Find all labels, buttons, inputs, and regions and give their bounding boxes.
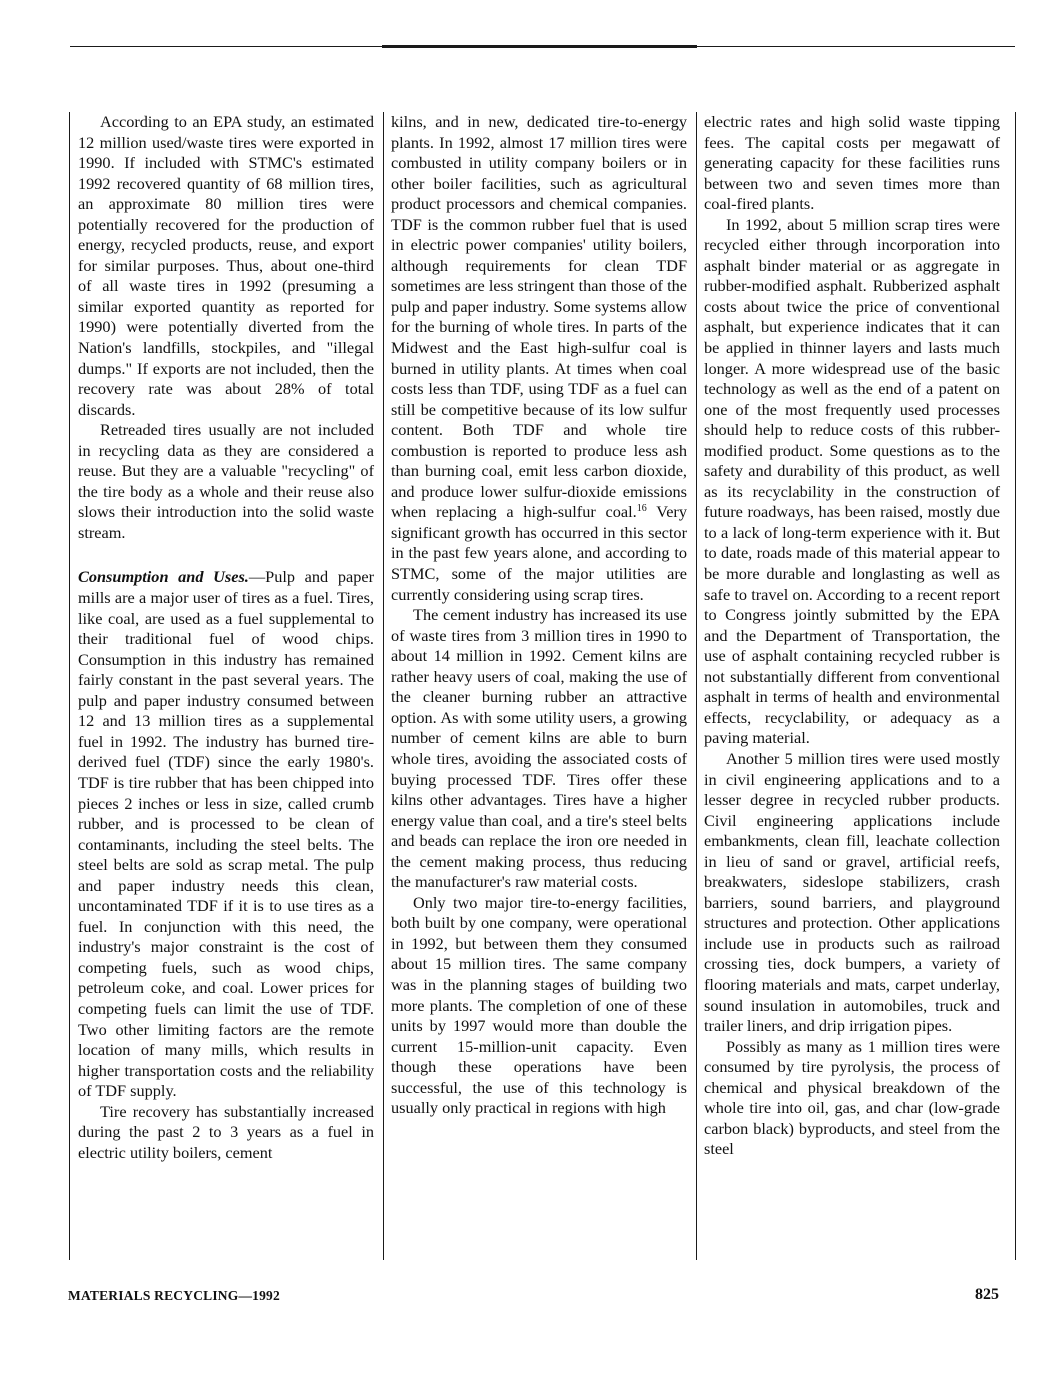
paragraph: The cement industry has increased its use of waste tires from 3 million tires in 1990 to about 14 million in 1992. Cement kilns are rather heavy users of coal, making the use of the cleaner burning rubber an attractive option. As with some utility users, a growing number of cement kilns are able to burn whole tires, avoiding the associated costs of buying processed TDF. Tires offer these kilns other advantages. Tires have a higher energy value than coal, and a tire's steel belts and beads can replace the iron ore needed in the cement making process, thus reducing the manufacturer's raw material costs. (391, 605, 687, 892)
paragraph: Possibly as many as 1 million tires were consumed by tire pyrolysis, the process of chemical and physical breakdown of the whole tire into oil, gas, and char (low-grade carbon black) byproducts, and steel from the steel (704, 1036, 1000, 1159)
paragraph: Only two major tire-to-energy facilities, both built by one company, were operational in 1992, but between them they consumed about 15 million tires. The same company was in the planning stages of building two more plants. The completion of one of these units by 1997 would more than double the current 15-million-unit capacity. Even though these operations have been successful, the use of this technology is usually only practical in regions with high (391, 892, 687, 1118)
top-rule-accent (382, 45, 697, 48)
section-heading: Consumption and Uses. (78, 567, 249, 587)
running-footer: MATERIALS RECYCLING—1992 (68, 1288, 280, 1303)
section-paragraph (78, 567, 374, 1101)
column-rule-right (1015, 112, 1016, 1260)
section-body: Pulp and paper mills are a major user of tires as a fuel. Tires, like coal, are used as a fuel supplemental to their traditional fuel of wood chips. Consumption in this industry has remained fairly constant in the past several years. The pulp and paper industry consumed between 12 and 13 million tires as a supplemental fuel in 1992. The industry has burned tire-derived fuel (TDF) since the early 1980's. TDF is tire rubber that has been chipped into pieces 2 inches or less in size, called crumb rubber, and is processed to be clean of contaminants, including the steel belts. The steel belts are sold as scrap metal. The pulp and paper industry needs this clean, uncontaminated TDF if it is to use tires as a fuel. In conjunction with this need, the industry's major constraint is the cost of competing fuels, such as wood chips, petroleum coke, and coal. Lower prices for competing fuels can limit the use of TDF. Two other limiting factors are the remote location of many mills, which results in higher transportation costs and the reliability of TDF supply. (78, 567, 374, 1101)
paragraph: According to an EPA study, an estimated 12 million used/waste tires were exported in 1990. If included with STMC's estimated 1992 recovered quantity of 68 million tires, an approximate 80 million tires were potentially recovered for the production of energy, recycled products, reuse, and export for similar purposes. Thus, about one-third of all waste tires in 1992 (presuming a similar exported quantity as reported for 1990) were potentially diverted from the Nation's landfills, stockpiles, and "illegal dumps." If exports are not included, then the recovery rate was about 28% of total discards. (78, 112, 374, 419)
page-number: 825 (975, 1286, 999, 1303)
continued-paragraph (391, 112, 687, 605)
text-column-2 (391, 112, 687, 1119)
paragraph: Another 5 million tires were used mostly in civil engineering applications and to a lesser degree in recycled rubber products. Civil engineering applications include embankments, clean fill, leachate collection in lieu of sand or gravel, artificial reefs, breakwaters, sideslope stabilizers, crash barriers, sound barriers, and playground structures and protection. Other applications include use in products such as railroad crossing ties, dock bumpers, a variety of flooring materials and mats, carpet underlay, sound insulation in automobiles, truck and trailer liners, and drip irrigation pipes. (704, 748, 1000, 1036)
column-rule-left (69, 112, 70, 1260)
paragraph: Retreaded tires usually are not included in recycling data as they are considered a reuse. But they are a valuable "recycling" of the tire body as a whole and their reuse also slows their introduction into the solid waste stream. (78, 420, 374, 542)
continued-text: kilns, and in new, dedicated tire-to-energy plants. In 1992, almost 17 million tires were combusted in utility company boilers or in other boiler facilities, such as agricultural product processors and chemical companies. TDF is the common rubber fuel that is used in electric power companies' utility boilers, although requirements for clean TDF sometimes are less stringent than those of the pulp and paper industry. Some systems allow for the burning of whole tires. In parts of the Midwest and the East high-sulfur coal is burned in utility plants. At times when coal costs less than TDF, using TDF as a fuel can still be competitive because of its low sulfur content. Both TDF and whole tire combustion is reported to produce less ash than burning coal, emit less carbon dioxide, and produce lower sulfur-dioxide emissions when replacing a high-sulfur coal. (391, 112, 687, 522)
text-column-3 (704, 112, 1000, 1160)
column-rule-1 (383, 112, 384, 1260)
paragraph: In 1992, about 5 million scrap tires were recycled either through incorporation into asphalt binder material or as aggregate in rubber-modified asphalt. Rubberized asphalt costs about twice the price of conventional asphalt, but experience indicates that it can be applied in thinner layers and lasts much longer. A more widespread use of the basic technology as well as the end of a patent on one of the most frequently used processes should help to reduce costs of this rubber-modified product. Some questions as to the safety and durability of this product, as well as its recyclability in the construction of future roadways, has been raised, mostly due to a lack of long-term experience with it. But to date, roads made of this material appear to be more durable and longlasting as well as safe to travel on. According to a recent report to Congress jointly submitted by the EPA and the Department of Transportation, the use of asphalt containing recycled rubber is not substantially different from conventional asphalt in terms of health and environmental effects, recyclability, or adequacy as a paving material. (704, 214, 1000, 748)
continued-text-tail: Very significant growth has occurred in this sector in the past few years alone, and according to STMC, some of the major utilities are currently considering using scrap tires. (391, 502, 687, 604)
heading-dash: — (248, 567, 266, 587)
continued-paragraph: electric rates and high solid waste tipping fees. The capital costs per megawatt of generating capacity for these facilities runs between two and seven times more than coal-fired plants. (704, 112, 1000, 214)
paragraph: Tire recovery has substantially increased during the past 2 to 3 years as a fuel in electric utility boilers, cement (78, 1101, 374, 1162)
footnote-reference: 16 (636, 503, 647, 515)
column-rule-2 (696, 112, 697, 1260)
text-column-1 (78, 112, 374, 1163)
